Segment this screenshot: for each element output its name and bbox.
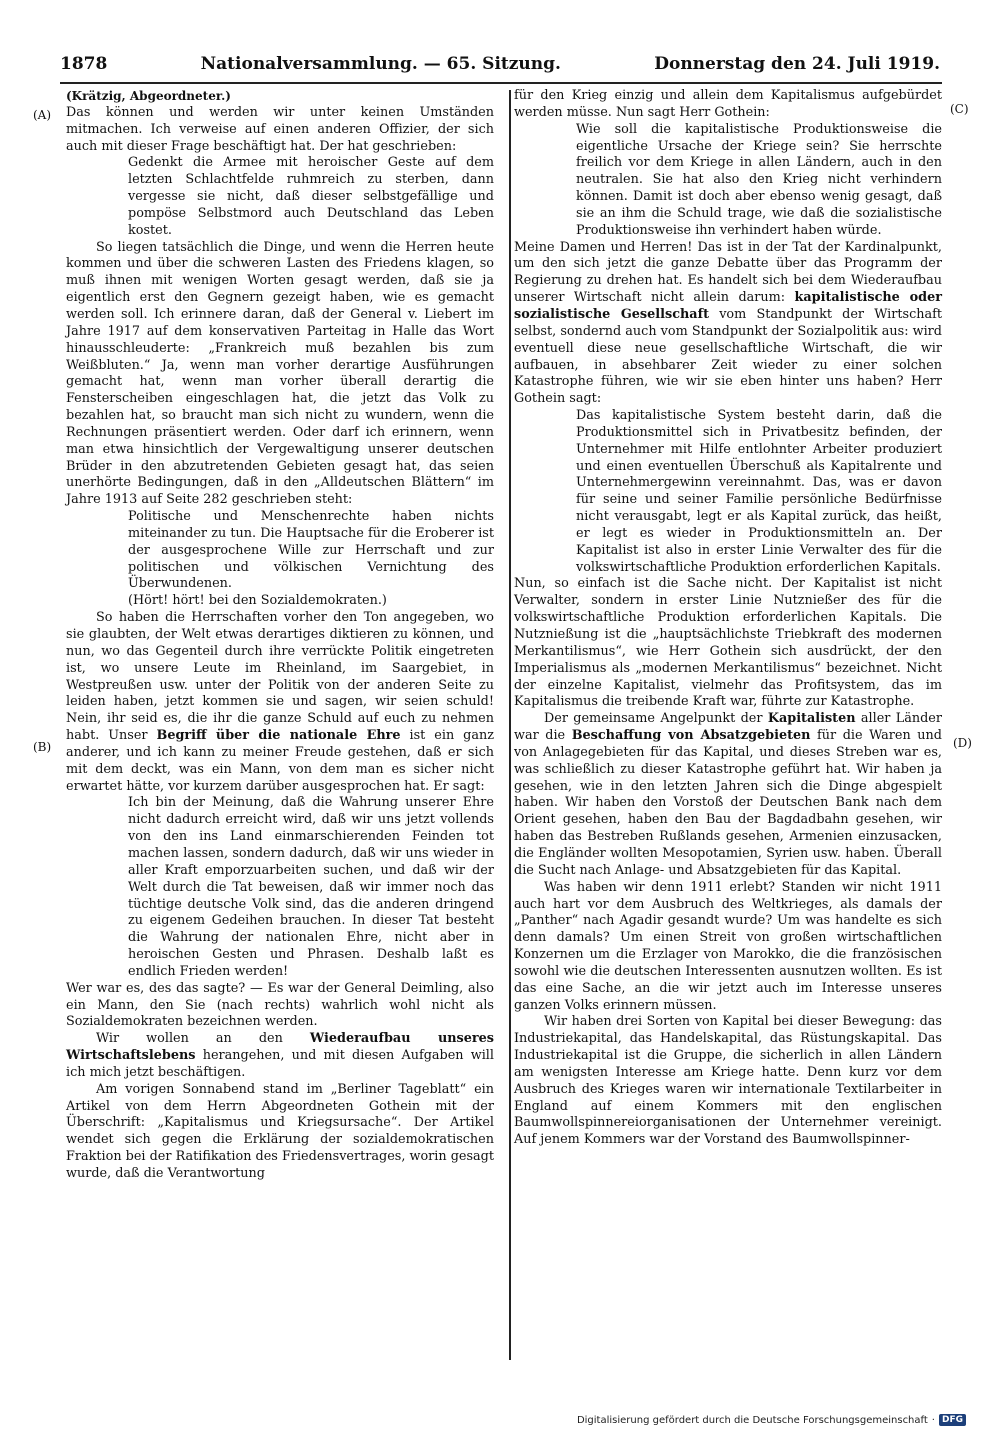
paragraph: [66, 610, 494, 795]
speaker-label: (Krätzig, Abgeordneter.): [66, 89, 231, 103]
paragraph: So liegen tatsächlich die Dinge, und wenn die Herren heute kommen und über die schweren Lasten des Friedens klagen, so muß ihnen mit wenigen Worten gesagt werden, daß sie ja eigentlich erst den Gegnern gezeigt haben, wie es gemacht werden soll. Ich erinnere daran, daß der General v. Liebert im Jahre 1917 auf dem konservativen Parteitag in Halle das Wort hinausschleuderte: „Frankreich muß bezahlen bis zum Weißbluten.“ Ja, wenn man vorher derartige Ausführungen gemacht hat, wenn man vorher überall derartig die Fensterscheiben eingeschlagen hat, die jetzt das Volk zu bezahlen hat, so braucht man sich nicht zu wundern, wenn die Rechnungen präsentiert werden. Oder darf ich erinnern, wenn man etwa hinsichtlich der Vergewaltigung unserer deutschen Brüder in den abzutretenden Gebieten gesagt hat, das seien unerhörte Bedingungen, daß in den „Alldeutschen Blättern“ im Jahre 1913 auf Seite 282 geschrieben steht:: [66, 239, 494, 508]
quotation: Ich bin der Meinung, daß die Wahrung unserer Ehre nicht dadurch erreicht wird, daß wir uns jetzt vollends von den ins Land einmarschierenden Feinden tot machen lassen, sondern dadurch, daß wir uns wieder in aller Kraft emporzuarbeiten suchen, und daß wir der Welt durch die Tat beweisen, daß wir immer noch das tüchtige deutsche Volk sind, das die anderen dringend zu eigenem Gedeihen brauchen. In dieser Tat besteht die Wahrung der nationalen Ehre, nicht aber in heroischen Gesten und Phrasen. Deshalb laßt es endlich Frieden werden!: [128, 795, 494, 979]
emphasis: Beschaffung von Absatzgebieten: [571, 728, 811, 744]
paragraph: [514, 711, 942, 879]
emphasis: Begriff über die nationale Ehre: [156, 728, 401, 744]
paragraph: Das können und werden wir unter keinen Umständen mitmachen. Ich verweise auf einen anderen Offizier, der sich auch mit dieser Frage beschäftigt hat. Der hat geschrieben:: [66, 104, 494, 154]
paragraph-text: ist ein ganz anderer, und ich kann zu meiner Freude gestehen, daß er sich mit dem deckt, was ein Mann, von dem man es sicher nicht erwartet hätte, vor kurzem darüber ausgesprochen hat. Er sagt:: [66, 728, 494, 794]
paragraph: Wer war es, des das sagte? — Es war der General Deimling, also ein Mann, den Sie (nach rechts) wahrlich wohl nicht als Sozialdemokraten bezeichnen werden.: [66, 980, 494, 1030]
paragraph-text: Meine Damen und Herren! Das ist in der Tat der Kardinalpunkt, um den sich jetzt die ganze Debatte über das Programm der Regierung zu drehen hat. Es handelt sich bei dem Wiederaufbau unserer Wirtschaft nicht allein darum:: [514, 239, 942, 306]
right-column: [514, 88, 942, 1149]
paragraph-text: Der gemeinsame Angelpunkt der: [544, 711, 763, 727]
paragraph: für den Krieg einzig und allein dem Kapitalismus aufgebürdet werden müsse. Nun sagt Herr Gothein:: [514, 88, 942, 120]
quotation: Wie soll die kapitalistische Produktionsweise die eigentliche Ursache der Kriege sein? Sie herrschte freilich vor dem Kriege in allen Ländern, auch in den neutralen. Sie hat also den Krieg nicht verhindern können. Damit ist doch aber ebenso wenig gesagt, daß sie an ihm die Schuld trage, wie daß die sozialistische Produktionsweise ihn verhindert haben würde.: [576, 121, 942, 238]
session-date: Donnerstag den 24. Juli 1919.: [654, 54, 940, 74]
page-header: [60, 54, 940, 80]
margin-marker-b: (B): [33, 740, 52, 754]
session-title: Nationalversammlung. — 65. Sitzung.: [200, 54, 561, 74]
margin-marker-c: (C): [950, 102, 969, 116]
digitization-credit: [577, 1414, 966, 1426]
header-rule: [60, 82, 942, 84]
paragraph-text: für die Waren und von Anlagegebieten für das Kapital, und dieses Streben war es, was schließlich zu dieser Katastrophe geführt hat. Wir haben ja gesehen, wie in den letzten Jahren sich die Dinge abgespielt haben. Wir haben den Vorstoß der Deutschen Bank nach dem Orient gesehen, haben den Bau der Bagdadbahn gesehen, wir haben das Bestreben Rußlands gesehen, Armenien einzusacken, die Engländer wollten Mesopotamien, Syrien usw. haben. Überall die Sucht nach Anlage- und Absatzgebieten für das Kapital.: [514, 728, 942, 878]
page-number: 1878: [60, 54, 108, 74]
paragraph: Am vorigen Sonnabend stand im „Berliner Tageblatt“ ein Artikel von dem Herrn Abgeordneten Gothein mit der Überschrift: „Kapitalismus und Kriegsursache“. Der Artikel wendet sich gegen die Erklärung der sozialdemokratischen Fraktion bei der Ratifikation des Friedensvertrages, worin gesagt wurde, daß die Verantwortung: [66, 1081, 494, 1181]
paragraph: [514, 240, 942, 408]
credit-text: Digitalisierung gefördert durch die Deutsche Forschungsgemeinschaft: [576, 1414, 928, 1426]
interjection: (Hört! hört! bei den Sozialdemokraten.): [128, 593, 387, 609]
paragraph: Nun, so einfach ist die Sache nicht. Der Kapitalist ist nicht Verwalter, sondern in erster Linie Nutznießer des für die volkswirtschaftliche Produktion erforderlichen Kapitals. Die Nutznießung ist die „hauptsächlichste Triebkraft des modernen Merkantilismus“, wie Herr Gothein sich ausdrückt, der den Imperialismus als „modernen Merkantilismus“ bezeichnet. Nicht der einzelne Kapitalist, vielmehr das Profitsystem, das im Kapitalismus die treibende Kraft war, führte zur Katastrophe.: [514, 576, 942, 710]
paragraph-text: Wir wollen an den: [96, 1031, 283, 1047]
paragraph-text: vom Standpunkt der Wirtschaft selbst, sondernd auch vom Standpunkt der Sozialpolitik aus: wird eventuell diese neue gesellschaftliche Wirtschaft, die wir aufbauen, in absehbarer Zeit wieder zu einer solchen Katastrophe führen, wie wir sie eben hinter uns haben? Herr Gothein sagt:: [514, 306, 942, 407]
margin-marker-d: (D): [953, 736, 972, 750]
column-divider: [509, 90, 511, 1360]
emphasis: Kapitalisten: [767, 711, 856, 727]
left-column: [66, 88, 494, 1183]
margin-marker-a: (A): [33, 108, 52, 122]
paragraph: Was haben wir denn 1911 erlebt? Standen wir nicht 1911 auch hart vor dem Ausbruch des Weltkrieges, als damals der „Panther“ nach Agadir gesandt wurde? Um was handelte es sich denn damals? Um einen Streit von großen wirtschaftlichen Konzernen um die Erzlager von Marokko, die die französischen sowohl wie die deutschen Interessenten ausnutzen wollten. Es ist das eine Sache, an die wir jetzt auch im Interesse unseres ganzen Volks erinnern müssen.: [514, 879, 942, 1013]
emphasis: Wiederaufbau unseres Wirtschaftslebens: [66, 1031, 494, 1064]
paragraph-text: So haben die Herrschaften vorher den Ton angegeben, wo sie glaubten, der Welt etwas derartiges diktieren zu können, und nun, wo das Gegenteil durch ihre verrückte Politik eingetreten ist, wo unsere Leute im Rheinland, im Saargebiet, in Westpreußen usw. unter der Politik von der anderen Seite zu leiden haben, jetzt kommen sie und sagen, wir seien schuld! Nein, ihr seid es, die ihr die ganze Schuld auf euch zu nehmen habt. Unser: [66, 610, 494, 744]
dfg-logo: DFG: [939, 1414, 966, 1426]
quotation: Politische und Menschenrechte haben nichts miteinander zu tun. Die Hauptsache für die Eroberer ist der ausgesprochene Wille zur Herrschaft und zur politischen und völkischen Vernichtung des Überwundenen.: [128, 509, 494, 592]
quotation: Das kapitalistische System besteht darin, daß die Produktionsmittel sich in Privatbesitz befinden, der Unternehmer mit Hilfe entlohnter Arbeiter produziert und einen eventuellen Überschuß als Kapitalrente und Unternehmergewinn vereinnahmt. Das, was er davon für seine und seiner Familie persönliche Bedürfnisse nicht verausgabt, legt er als Kapital zurück, das heißt, er legt es wieder in Produktionsmitteln an. Der Kapitalist ist also in erster Linie Verwalter des für die volkswirtschaftliche Produktion erforderlichen Kapitals.: [576, 408, 942, 575]
paragraph-text: herangehen, und mit diesen Aufgaben will ich mich jetzt beschäftigen.: [66, 1048, 494, 1080]
paragraph: [66, 1031, 494, 1082]
paragraph: Wir haben drei Sorten von Kapital bei dieser Bewegung: das Industriekapital, das Handelskapital, das Rüstungskapital. Das Industriekapital ist die Gruppe, die sicherlich in allen Ländern am wenigsten Interesse am Kriege hatte. Denn kurz vor dem Ausbruch des Krieges waren wir internationale Textilarbeiter in England auf einem Kommers mit den englischen Baumwollspinnereiorganisationen der Unternehmer vereinigt. Auf jenem Kommers war der Vorstand des Baumwollspinner-: [514, 1014, 942, 1148]
paragraph-text: aller Länder war die: [514, 711, 942, 744]
quotation: Gedenkt die Armee mit heroischer Geste auf dem letzten Schlachtfelde ruhmreich zu sterben, dann vergesse sie nicht, daß dieser selbstgefällige und pompöse Selbstmord auch Deutschland das Leben kostet.: [128, 155, 494, 238]
emphasis: kapitalistische oder sozialistische Gesellschaft: [514, 290, 942, 322]
footer-separator: ·: [931, 1414, 935, 1426]
